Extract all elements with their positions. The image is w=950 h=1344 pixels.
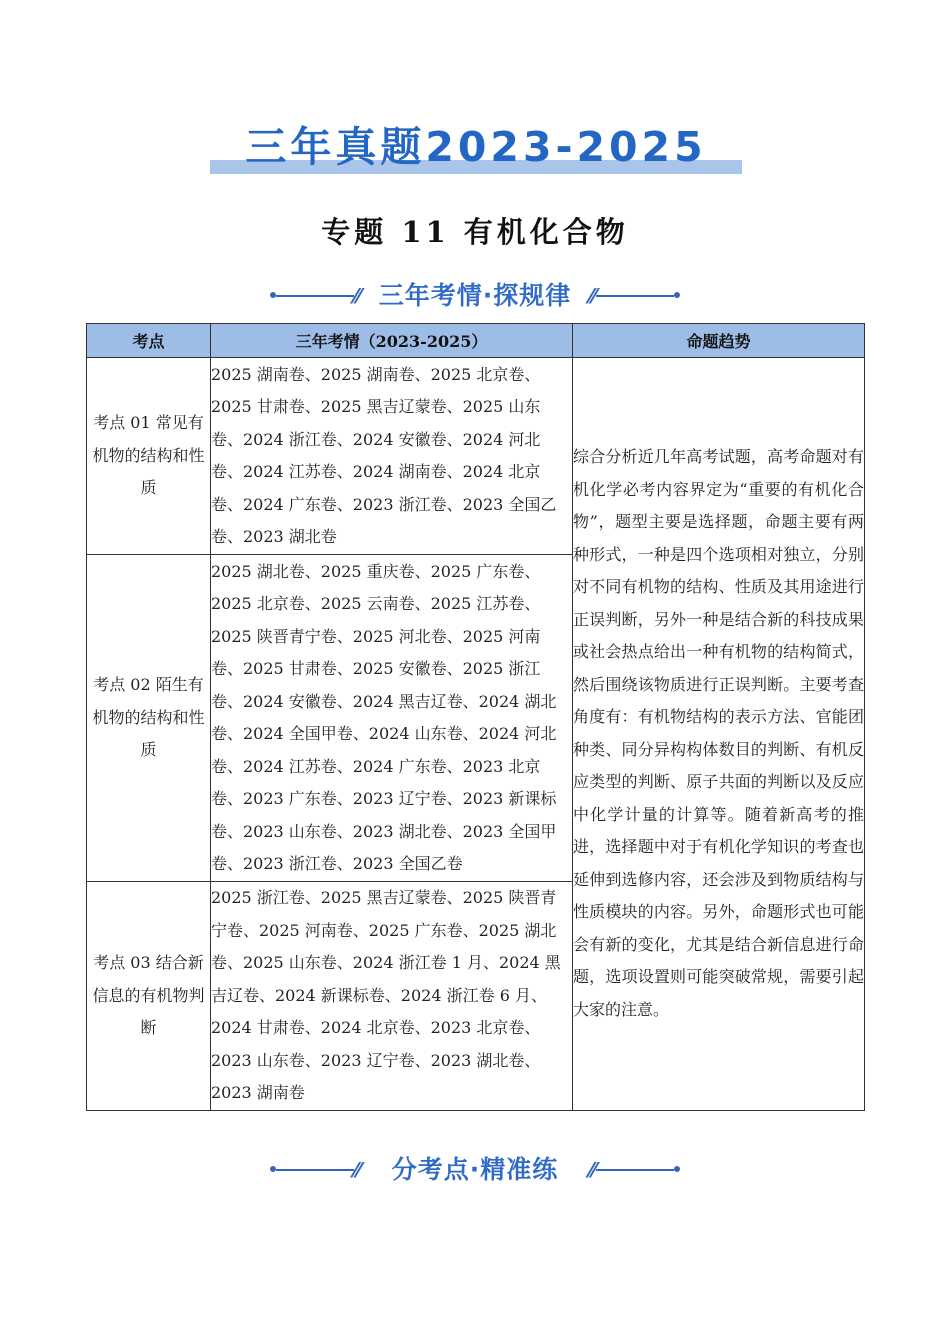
point-cell: 考点 01 常见有机物的结构和性质 — [87, 358, 211, 555]
topic-title: 专题 11 有机化合物 — [321, 215, 629, 249]
point-cell: 考点 02 陌生有机物的结构和性质 — [87, 555, 211, 882]
table-header-row — [87, 324, 865, 358]
decor-dot-icon — [674, 1166, 680, 1172]
header-trend: 命题趋势 — [573, 324, 865, 358]
header-years: 三年考情（2023-2025） — [211, 324, 573, 358]
years-cell: 2025 浙江卷、2025 黑吉辽蒙卷、2025 陕晋青宁卷、2025 河南卷、2025 广东卷、2025 湖北卷、2025 山东卷、2024 浙江卷 1 月、2024 黑吉辽卷、2024 新课标卷、2024 浙江卷 6 月、2024 甘肃卷、2024 北京卷、2023 北京卷、2023 山东卷、2023 辽宁卷、2023 湖北卷、2023 湖南卷 — [211, 882, 573, 1111]
years-cell: 2025 湖南卷、2025 湖南卷、2025 北京卷、2025 甘肃卷、2025 黑吉辽蒙卷、2025 山东卷、2024 浙江卷、2024 安徽卷、2024 河北卷、2024 江苏卷、2024 湖南卷、2024 北京卷、2024 广东卷、2023 浙江卷、2023 全国乙卷、2023 湖北卷 — [211, 358, 573, 555]
section-header-practice — [270, 1150, 680, 1190]
section-label: 分考点·精准练 — [391, 1155, 559, 1184]
decor-slash-icon: ⁄⁄ — [589, 1158, 596, 1182]
header-point: 考点 — [87, 324, 211, 358]
section-header-trends — [270, 276, 680, 316]
years-cell: 2025 湖北卷、2025 重庆卷、2025 广东卷、2025 北京卷、2025 云南卷、2025 江苏卷、2025 陕晋青宁卷、2025 河北卷、2025 河南卷、2025 甘肃卷、2025 安徽卷、2025 浙江卷、2024 安徽卷、2024 黑吉辽卷、2024 湖北卷、2024 全国甲卷、2024 山东卷、2024 河北卷、2024 江苏卷、2024 广东卷、2023 北京卷、2023 广东卷、2023 辽宁卷、2023 新课标卷、2023 山东卷、2023 湖北卷、2023 全国甲卷、2023 浙江卷、2023 全国乙卷 — [211, 555, 573, 882]
trend-cell: 综合分析近几年高考试题，高考命题对有机化学必考内容界定为“重要的有机化合物”，题型主要是选择题，命题主要有两种形式，一种是四个选项相对独立，分别对不同有机物的结构、性质及其用途进行正误判断，另外一种是结合新的科技成果或社会热点给出一种有机物的结构简式，然后围绕该物质进行正误判断。主要考查角度有：有机物结构的表示方法、官能团种类、同分异构构体数目的判断、有机反应类型的判断、原子共面的判断以及反应中化学计量的计算等。随着新高考的推进，选择题中对于有机化学知识的考查也延伸到选修内容，还会涉及到物质结构与性质模块的内容。另外，命题形式也可能会有新的变化，尤其是结合新信息进行命题，选项设置则可能突破常规，需要引起大家的注意。 — [573, 358, 865, 1111]
decor-line — [596, 1169, 674, 1171]
decor-line — [596, 295, 674, 297]
table-row — [87, 358, 865, 555]
decor-slash-icon: ⁄⁄ — [354, 284, 361, 308]
page-banner — [210, 118, 742, 176]
section-label: 三年考情·探规律 — [378, 281, 572, 310]
banner-title: 三年真题2023-2025 — [245, 123, 707, 171]
point-cell: 考点 03 结合新信息的有机物判断 — [87, 882, 211, 1111]
exam-analysis-table — [86, 323, 865, 1111]
decor-dot-icon — [674, 292, 680, 298]
decor-slash-icon: ⁄⁄ — [354, 1158, 361, 1182]
decor-slash-icon: ⁄⁄ — [589, 284, 596, 308]
